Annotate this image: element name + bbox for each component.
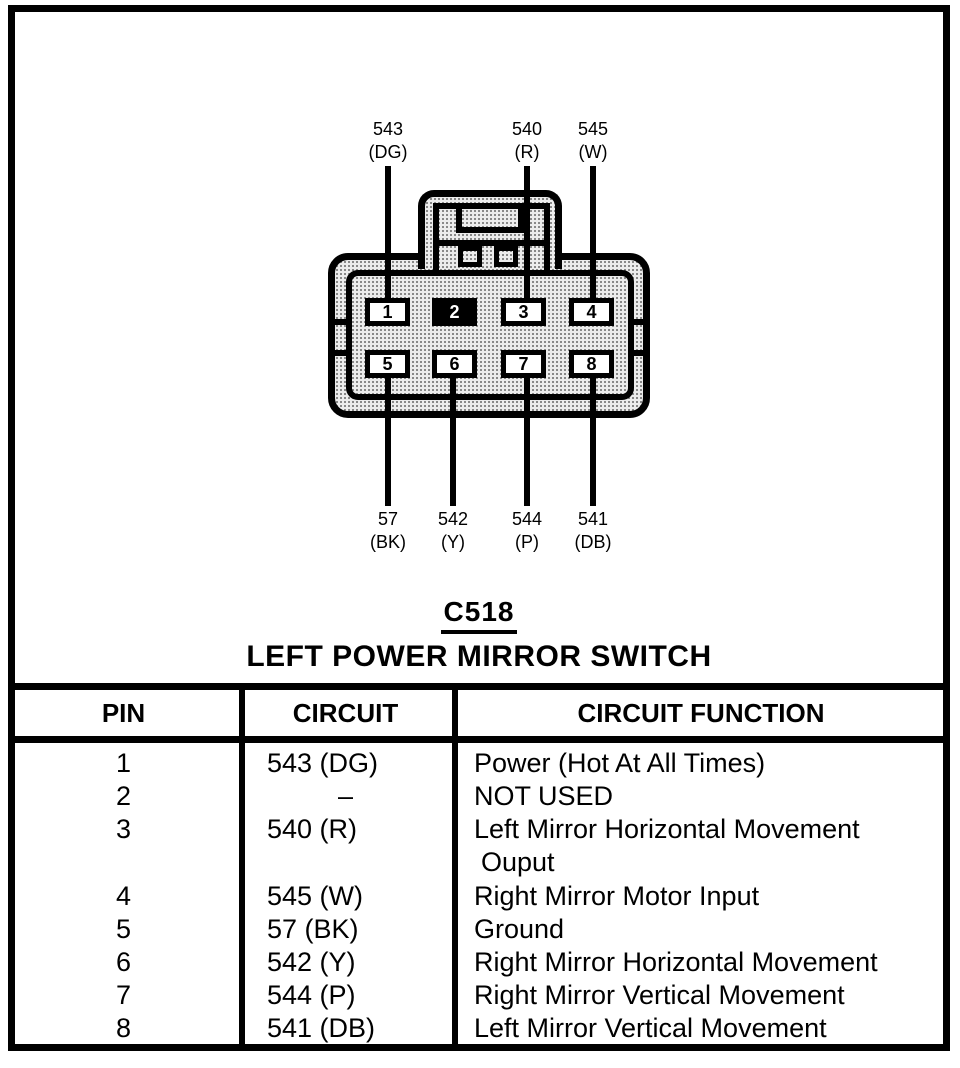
table-row <box>8 1012 950 1045</box>
circuit-cell: 540 (R) <box>267 814 358 844</box>
pin-7-label: 7 <box>518 354 529 374</box>
pin-cell: 6 <box>115 947 132 977</box>
pin-cell: 1 <box>115 748 132 778</box>
function-cell: Left Mirror Vertical Movement <box>474 1013 827 1043</box>
side-rail-tick <box>333 350 349 356</box>
table-column-rule-2 <box>452 683 458 1044</box>
table-row <box>8 913 950 946</box>
wire-label-541 <box>548 508 638 554</box>
circuit-number: 540 <box>511 119 543 139</box>
table-top-rule <box>8 683 950 690</box>
pin-cell: 8 <box>115 1013 132 1043</box>
wire-label-543 <box>343 118 433 164</box>
wire-color-code: (DB) <box>574 532 612 552</box>
connector-id: C518 <box>441 596 518 634</box>
pin-3-box <box>501 298 546 326</box>
wire-543 <box>385 166 391 302</box>
function-cell: Right Mirror Motor Input <box>474 881 760 911</box>
wire-544 <box>524 374 530 506</box>
wire-color-code: (DG) <box>368 142 408 162</box>
pin-3-label: 3 <box>518 302 529 322</box>
circuit-cell: 57 (BK) <box>267 914 359 944</box>
side-rail-tick <box>629 350 645 356</box>
side-rail-tick <box>629 319 645 325</box>
circuit-cell: – <box>337 781 354 811</box>
pin-8-box <box>569 350 614 378</box>
circuit-number: 541 <box>577 509 609 529</box>
table-row <box>8 979 950 1012</box>
pin-cell: 2 <box>115 781 132 811</box>
circuit-cell: 544 (P) <box>267 980 356 1010</box>
function-cell: Right Mirror Vertical Movement <box>474 980 845 1010</box>
wire-57 <box>385 374 391 506</box>
circuit-cell: 542 (Y) <box>267 947 356 977</box>
pin-6-label: 6 <box>449 354 460 374</box>
pin-7-box <box>501 350 546 378</box>
table-header-rule <box>8 736 950 743</box>
function-line-2: Ouput <box>481 847 555 877</box>
pin-cell: 5 <box>115 914 132 944</box>
circuit-cell: 545 (W) <box>267 881 364 911</box>
circuit-number: 545 <box>577 119 609 139</box>
table-row <box>8 880 950 913</box>
wire-541 <box>590 374 596 506</box>
table-body <box>8 747 950 1045</box>
function-cell <box>452 813 950 880</box>
wire-color-code: (W) <box>578 142 608 162</box>
pin-8-label: 8 <box>586 354 597 374</box>
circuit-number: 544 <box>511 509 543 529</box>
pin-2-label: 2 <box>449 302 460 322</box>
table-header-row <box>8 690 950 736</box>
wire-color-code: (BK) <box>370 532 406 552</box>
lock-tab-slot-left <box>458 246 482 267</box>
wire-color-code: (R) <box>514 142 540 162</box>
function-cell: NOT USED <box>474 781 614 811</box>
table-column-rule-1 <box>239 683 245 1044</box>
pin-4-box <box>569 298 614 326</box>
header-circuit: CIRCUIT <box>292 697 399 728</box>
circuit-number: 57 <box>377 509 399 529</box>
connector-name: LEFT POWER MIRROR SWITCH <box>246 640 712 673</box>
circuit-number: 543 <box>372 119 404 139</box>
pin-cell: 4 <box>115 881 132 911</box>
table-row <box>8 813 950 880</box>
connector-id-row <box>8 596 950 634</box>
pin-5-box <box>365 350 410 378</box>
function-cell: Right Mirror Horizontal Movement <box>474 947 878 977</box>
pin-1-label: 1 <box>382 302 393 322</box>
header-pin: PIN <box>101 697 146 728</box>
table-row <box>8 780 950 813</box>
pin-cell: 3 <box>115 814 132 844</box>
pin-4-label: 4 <box>586 302 597 322</box>
pin-cell: 7 <box>115 980 132 1010</box>
circuit-cell: 541 (DB) <box>267 1013 376 1043</box>
table-row <box>8 747 950 780</box>
pin-5-label: 5 <box>382 354 393 374</box>
circuit-number: 542 <box>437 509 469 529</box>
wire-540 <box>524 166 530 302</box>
wire-545 <box>590 166 596 302</box>
function-line-1: Left Mirror Horizontal Movement <box>474 814 860 844</box>
table-row <box>8 946 950 979</box>
function-cell: Power (Hot At All Times) <box>474 748 766 778</box>
function-cell: Ground <box>474 914 565 944</box>
pin-2-box <box>432 298 477 326</box>
header-circuit-function: CIRCUIT FUNCTION <box>577 697 825 728</box>
pin-6-box <box>432 350 477 378</box>
wire-542 <box>450 374 456 506</box>
lock-tab-latch <box>456 203 524 233</box>
lock-tab-slot-right <box>494 246 518 267</box>
wire-color-code: (Y) <box>441 532 465 552</box>
wire-label-545 <box>548 118 638 164</box>
side-rail-tick <box>333 319 349 325</box>
circuit-cell: 543 (DG) <box>267 748 379 778</box>
pin-1-box <box>365 298 410 326</box>
wire-color-code: (P) <box>515 532 539 552</box>
